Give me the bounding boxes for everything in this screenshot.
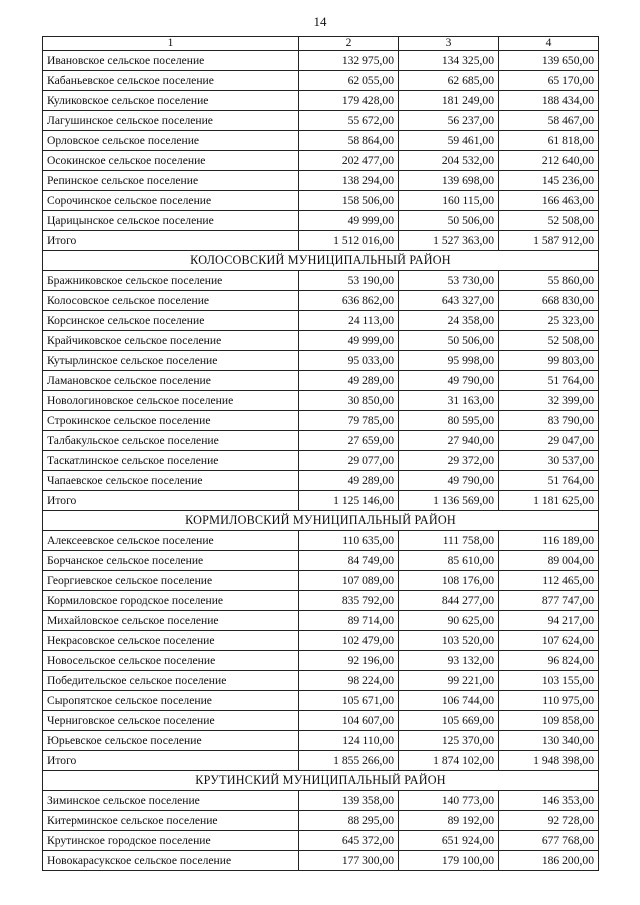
amount-col-3: 50 506,00 — [399, 331, 499, 351]
amount-col-3: 181 249,00 — [399, 91, 499, 111]
amount-col-3: 95 998,00 — [399, 351, 499, 371]
table-row — [43, 591, 599, 611]
table-row — [43, 131, 599, 151]
table-row — [43, 531, 599, 551]
table-row — [43, 411, 599, 431]
amount-col-4: 146 353,00 — [499, 791, 599, 811]
amount-col-4: 29 047,00 — [499, 431, 599, 451]
amount-col-4: 109 858,00 — [499, 711, 599, 731]
amount-col-4: 99 803,00 — [499, 351, 599, 371]
amount-col-2: 84 749,00 — [299, 551, 399, 571]
table-row — [43, 151, 599, 171]
amount-col-2: 202 477,00 — [299, 151, 399, 171]
settlement-name: Итого — [43, 491, 299, 511]
settlement-name: Новосельское сельское поселение — [43, 651, 299, 671]
amount-col-2: 132 975,00 — [299, 51, 399, 71]
amount-col-3: 49 790,00 — [399, 371, 499, 391]
amount-col-2: 179 428,00 — [299, 91, 399, 111]
amount-col-2: 158 506,00 — [299, 191, 399, 211]
amount-col-2: 138 294,00 — [299, 171, 399, 191]
settlement-name: Ивановское сельское поселение — [43, 51, 299, 71]
table-row — [43, 311, 599, 331]
table-row — [43, 631, 599, 651]
settlement-name: Царицынское сельское поселение — [43, 211, 299, 231]
header-col-3: 3 — [399, 37, 499, 51]
settlement-name: Китерминское сельское поселение — [43, 811, 299, 831]
table-row — [43, 811, 599, 831]
settlement-name: Сорочинское сельское поселение — [43, 191, 299, 211]
settlement-name: Таскатлинское сельское поселение — [43, 451, 299, 471]
amount-col-3: 29 372,00 — [399, 451, 499, 471]
amount-col-4: 52 508,00 — [499, 331, 599, 351]
table-row — [43, 431, 599, 451]
amount-col-2: 49 289,00 — [299, 471, 399, 491]
amount-col-4: 1 948 398,00 — [499, 751, 599, 771]
settlement-name: Черниговское сельское поселение — [43, 711, 299, 731]
settlement-name: Талбакульское сельское поселение — [43, 431, 299, 451]
settlement-name: Сыропятское сельское поселение — [43, 691, 299, 711]
table-row — [43, 691, 599, 711]
amount-col-3: 643 327,00 — [399, 291, 499, 311]
table-row — [43, 51, 599, 71]
settlement-name: Кабаньевское сельское поселение — [43, 71, 299, 91]
amount-col-3: 179 100,00 — [399, 851, 499, 871]
settlement-name: Некрасовское сельское поселение — [43, 631, 299, 651]
amount-col-2: 98 224,00 — [299, 671, 399, 691]
district-header-row — [43, 251, 599, 271]
table-row — [43, 371, 599, 391]
amount-col-4: 166 463,00 — [499, 191, 599, 211]
amount-col-2: 95 033,00 — [299, 351, 399, 371]
amount-col-2: 79 785,00 — [299, 411, 399, 431]
amount-col-2: 177 300,00 — [299, 851, 399, 871]
amount-col-2: 88 295,00 — [299, 811, 399, 831]
amount-col-4: 32 399,00 — [499, 391, 599, 411]
settlement-name: Георгиевское сельское поселение — [43, 571, 299, 591]
table-row — [43, 211, 599, 231]
amount-col-4: 145 236,00 — [499, 171, 599, 191]
amount-col-4: 112 465,00 — [499, 571, 599, 591]
amount-col-4: 58 467,00 — [499, 111, 599, 131]
amount-col-4: 188 434,00 — [499, 91, 599, 111]
amount-col-3: 56 237,00 — [399, 111, 499, 131]
table-row — [43, 731, 599, 751]
amount-col-3: 651 924,00 — [399, 831, 499, 851]
amount-col-3: 160 115,00 — [399, 191, 499, 211]
table-row — [43, 291, 599, 311]
amount-col-3: 99 221,00 — [399, 671, 499, 691]
table-row — [43, 391, 599, 411]
settlement-name: Орловское сельское поселение — [43, 131, 299, 151]
amount-col-4: 65 170,00 — [499, 71, 599, 91]
settlement-name: Ламановское сельское поселение — [43, 371, 299, 391]
district-title: КОЛОСОВСКИЙ МУНИЦИПАЛЬНЫЙ РАЙОН — [43, 251, 599, 271]
settlement-name: Зиминское сельское поселение — [43, 791, 299, 811]
amount-col-4: 103 155,00 — [499, 671, 599, 691]
amount-col-3: 1 527 363,00 — [399, 231, 499, 251]
amount-col-3: 62 685,00 — [399, 71, 499, 91]
table-row — [43, 791, 599, 811]
amount-col-4: 110 975,00 — [499, 691, 599, 711]
amount-col-3: 204 532,00 — [399, 151, 499, 171]
page-number: 14 — [313, 14, 327, 29]
amount-col-3: 27 940,00 — [399, 431, 499, 451]
amount-col-2: 62 055,00 — [299, 71, 399, 91]
amount-col-2: 53 190,00 — [299, 271, 399, 291]
amount-col-2: 1 125 146,00 — [299, 491, 399, 511]
amount-col-2: 24 113,00 — [299, 311, 399, 331]
amount-col-3: 103 520,00 — [399, 631, 499, 651]
amount-col-3: 140 773,00 — [399, 791, 499, 811]
amount-col-2: 139 358,00 — [299, 791, 399, 811]
amount-col-2: 29 077,00 — [299, 451, 399, 471]
amount-col-4: 96 824,00 — [499, 651, 599, 671]
amount-col-4: 51 764,00 — [499, 471, 599, 491]
settlement-name: Борчанское сельское поселение — [43, 551, 299, 571]
settlement-name: Новологиновское сельское поселение — [43, 391, 299, 411]
amount-col-3: 24 358,00 — [399, 311, 499, 331]
amount-col-2: 89 714,00 — [299, 611, 399, 631]
table-row — [43, 171, 599, 191]
district-title: КОРМИЛОВСКИЙ МУНИЦИПАЛЬНЫЙ РАЙОН — [43, 511, 599, 531]
amount-col-3: 1 136 569,00 — [399, 491, 499, 511]
amount-col-2: 107 089,00 — [299, 571, 399, 591]
table-row — [43, 111, 599, 131]
table-row — [43, 551, 599, 571]
amount-col-3: 106 744,00 — [399, 691, 499, 711]
amount-col-4: 89 004,00 — [499, 551, 599, 571]
district-header-row — [43, 511, 599, 531]
amount-col-2: 110 635,00 — [299, 531, 399, 551]
amount-col-4: 139 650,00 — [499, 51, 599, 71]
amount-col-2: 104 607,00 — [299, 711, 399, 731]
amount-col-4: 877 747,00 — [499, 591, 599, 611]
amount-col-3: 111 758,00 — [399, 531, 499, 551]
amount-col-3: 49 790,00 — [399, 471, 499, 491]
settlement-name: Новокарасукское сельское поселение — [43, 851, 299, 871]
settlement-name: Бражниковское сельское поселение — [43, 271, 299, 291]
amount-col-2: 30 850,00 — [299, 391, 399, 411]
amount-col-3: 90 625,00 — [399, 611, 499, 631]
amount-col-4: 94 217,00 — [499, 611, 599, 631]
amount-col-4: 30 537,00 — [499, 451, 599, 471]
amount-col-2: 105 671,00 — [299, 691, 399, 711]
settlement-name: Крайчиковское сельское поселение — [43, 331, 299, 351]
amount-col-2: 49 289,00 — [299, 371, 399, 391]
settlement-name: Итого — [43, 751, 299, 771]
amount-col-4: 212 640,00 — [499, 151, 599, 171]
amount-col-4: 92 728,00 — [499, 811, 599, 831]
amount-col-4: 52 508,00 — [499, 211, 599, 231]
settlement-name: Юрьевское сельское поселение — [43, 731, 299, 751]
settlement-name: Алексеевское сельское поселение — [43, 531, 299, 551]
amount-col-3: 59 461,00 — [399, 131, 499, 151]
settlement-name: Корсинское сельское поселение — [43, 311, 299, 331]
settlement-name: Кормиловское городское поселение — [43, 591, 299, 611]
amount-col-4: 116 189,00 — [499, 531, 599, 551]
amount-col-2: 645 372,00 — [299, 831, 399, 851]
table-row — [43, 71, 599, 91]
settlement-name: Победительское сельское поселение — [43, 671, 299, 691]
amount-col-3: 31 163,00 — [399, 391, 499, 411]
amount-col-3: 89 192,00 — [399, 811, 499, 831]
table-row — [43, 851, 599, 871]
amount-col-2: 102 479,00 — [299, 631, 399, 651]
amount-col-2: 58 864,00 — [299, 131, 399, 151]
amount-col-4: 677 768,00 — [499, 831, 599, 851]
amount-col-4: 83 790,00 — [499, 411, 599, 431]
settlement-name: Крутинское городское поселение — [43, 831, 299, 851]
amount-col-4: 668 830,00 — [499, 291, 599, 311]
table-row — [43, 471, 599, 491]
table-row — [43, 191, 599, 211]
amount-col-3: 125 370,00 — [399, 731, 499, 751]
amount-col-3: 1 874 102,00 — [399, 751, 499, 771]
district-title: КРУТИНСКИЙ МУНИЦИПАЛЬНЫЙ РАЙОН — [43, 771, 599, 791]
budget-table — [42, 36, 599, 871]
amount-col-4: 107 624,00 — [499, 631, 599, 651]
header-col-2: 2 — [299, 37, 399, 51]
table-row — [43, 831, 599, 851]
amount-col-4: 130 340,00 — [499, 731, 599, 751]
amount-col-2: 124 110,00 — [299, 731, 399, 751]
settlement-name: Лагушинское сельское поселение — [43, 111, 299, 131]
amount-col-2: 27 659,00 — [299, 431, 399, 451]
amount-col-3: 139 698,00 — [399, 171, 499, 191]
district-header-row — [43, 771, 599, 791]
amount-col-3: 80 595,00 — [399, 411, 499, 431]
settlement-name: Осокинское сельское поселение — [43, 151, 299, 171]
amount-col-2: 92 196,00 — [299, 651, 399, 671]
table-row — [43, 611, 599, 631]
table-row — [43, 571, 599, 591]
settlement-name: Куликовское сельское поселение — [43, 91, 299, 111]
table-row — [43, 351, 599, 371]
amount-col-3: 134 325,00 — [399, 51, 499, 71]
amount-col-2: 835 792,00 — [299, 591, 399, 611]
amount-col-4: 25 323,00 — [499, 311, 599, 331]
amount-col-4: 1 587 912,00 — [499, 231, 599, 251]
amount-col-2: 1 855 266,00 — [299, 751, 399, 771]
total-row — [43, 231, 599, 251]
amount-col-2: 55 672,00 — [299, 111, 399, 131]
total-row — [43, 751, 599, 771]
settlement-name: Михайловское сельское поселение — [43, 611, 299, 631]
amount-col-3: 108 176,00 — [399, 571, 499, 591]
amount-col-3: 93 132,00 — [399, 651, 499, 671]
settlement-name: Чапаевское сельское поселение — [43, 471, 299, 491]
amount-col-2: 636 862,00 — [299, 291, 399, 311]
total-row — [43, 491, 599, 511]
table-row — [43, 91, 599, 111]
table-row — [43, 331, 599, 351]
amount-col-4: 1 181 625,00 — [499, 491, 599, 511]
table-row — [43, 651, 599, 671]
settlement-name: Итого — [43, 231, 299, 251]
settlement-name: Колосовское сельское поселение — [43, 291, 299, 311]
settlement-name: Репинское сельское поселение — [43, 171, 299, 191]
amount-col-4: 55 860,00 — [499, 271, 599, 291]
amount-col-2: 1 512 016,00 — [299, 231, 399, 251]
settlement-name: Строкинское сельское поселение — [43, 411, 299, 431]
header-col-1: 1 — [43, 37, 299, 51]
amount-col-3: 85 610,00 — [399, 551, 499, 571]
amount-col-3: 50 506,00 — [399, 211, 499, 231]
table-row — [43, 711, 599, 731]
table-row — [43, 671, 599, 691]
header-col-4: 4 — [499, 37, 599, 51]
amount-col-3: 53 730,00 — [399, 271, 499, 291]
amount-col-3: 105 669,00 — [399, 711, 499, 731]
amount-col-4: 186 200,00 — [499, 851, 599, 871]
amount-col-4: 61 818,00 — [499, 131, 599, 151]
header-row — [43, 37, 599, 51]
amount-col-3: 844 277,00 — [399, 591, 499, 611]
table-row — [43, 451, 599, 471]
amount-col-4: 51 764,00 — [499, 371, 599, 391]
settlement-name: Кутырлинское сельское поселение — [43, 351, 299, 371]
amount-col-2: 49 999,00 — [299, 331, 399, 351]
table-row — [43, 271, 599, 291]
amount-col-2: 49 999,00 — [299, 211, 399, 231]
